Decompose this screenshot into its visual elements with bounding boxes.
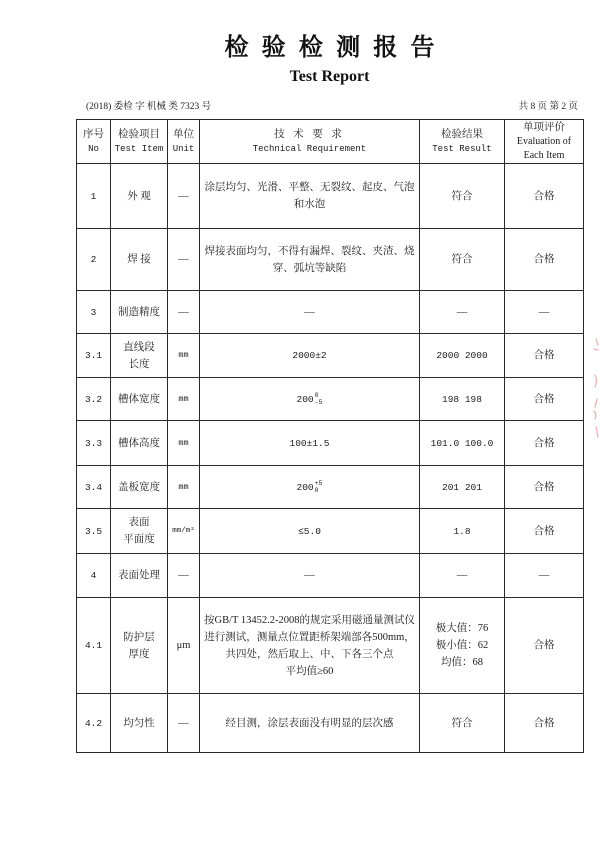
row-number: 4.1 — [77, 598, 111, 694]
nominal-value: 200 — [296, 481, 314, 493]
upper-deviation: 0 — [314, 392, 319, 399]
technical-requirement: 按GB/T 13452.2-2008的规定采用磁通量测试仪进行测试，测量点位置距桥架端部各500mm，共四处，然后取上、中、下各三个点 平均值≥60 — [200, 598, 420, 694]
table-row — [77, 509, 584, 554]
test-item: 槽体高度 — [111, 421, 168, 466]
technical-requirement: — — [200, 291, 420, 334]
unit: mm — [168, 466, 200, 509]
lower-deviation: -5 — [314, 399, 323, 406]
technical-requirement: 经目测，涂层表面没有明显的层次感 — [200, 694, 420, 753]
technical-requirement — [200, 378, 420, 421]
header-result-cn: 检验结果 — [441, 128, 483, 140]
table-row — [77, 466, 584, 509]
evaluation: 合格 — [505, 694, 584, 753]
evaluation: 合格 — [505, 334, 584, 378]
test-item: 焊 接 — [111, 229, 168, 291]
unit: — — [168, 291, 200, 334]
row-number: 3 — [77, 291, 111, 334]
header-unit-cn: 单位 — [173, 128, 194, 140]
test-result: 1.8 — [420, 509, 505, 554]
test-result: 符合 — [420, 229, 505, 291]
evaluation: — — [505, 554, 584, 598]
table-row — [77, 291, 584, 334]
unit: — — [168, 694, 200, 753]
table-row — [77, 229, 584, 291]
header-result-en: Test Result — [432, 143, 492, 154]
report-reference-number: (2018) 委检 字 机械 类 7323 号 — [86, 102, 212, 112]
table-header-row — [77, 120, 584, 164]
test-result: 101.0 100.0 — [420, 421, 505, 466]
test-result: 201 201 — [420, 466, 505, 509]
test-result: — — [420, 291, 505, 334]
test-item: 槽体宽度 — [111, 378, 168, 421]
tolerance-limits — [315, 480, 323, 494]
lower-deviation: 0 — [314, 487, 319, 494]
test-item: 外 观 — [111, 164, 168, 229]
tolerance-value — [297, 391, 323, 408]
seal-edge-mark — [586, 335, 600, 445]
table-row — [77, 334, 584, 378]
test-result: 符合 — [420, 164, 505, 229]
unit: — — [168, 229, 200, 291]
technical-requirement — [200, 466, 420, 509]
nominal-value: 200 — [296, 393, 314, 405]
row-number: 1 — [77, 164, 111, 229]
evaluation: 合格 — [505, 229, 584, 291]
test-item: 防护层 厚度 — [111, 598, 168, 694]
header-item-cn: 检验项目 — [118, 128, 160, 140]
row-number: 3.2 — [77, 378, 111, 421]
technical-requirement: ≤5.0 — [200, 509, 420, 554]
row-number: 3.3 — [77, 421, 111, 466]
evaluation: 合格 — [505, 421, 584, 466]
test-item: 盖板宽度 — [111, 466, 168, 509]
test-item: 均匀性 — [111, 694, 168, 753]
header-item — [111, 120, 168, 164]
report-title: 检验检测报告 — [224, 32, 448, 61]
unit: mm — [168, 378, 200, 421]
evaluation: — — [505, 291, 584, 334]
row-number: 4.2 — [77, 694, 111, 753]
technical-requirement: 2000±2 — [200, 334, 420, 378]
row-number: 3.1 — [77, 334, 111, 378]
test-results-table — [76, 119, 584, 753]
header-no — [77, 120, 111, 164]
page-indicator: 共 8 页 第 2 页 — [518, 102, 578, 112]
header-evaluation-en: Evaluation of Each Item — [516, 136, 572, 161]
table-row — [77, 598, 584, 694]
row-number: 4 — [77, 554, 111, 598]
header-unit-en: Unit — [172, 143, 195, 154]
test-result: 198 198 — [420, 378, 505, 421]
report-subtitle: Test Report — [289, 68, 370, 85]
header-requirement — [200, 120, 420, 164]
upper-deviation: +5 — [314, 480, 323, 487]
table-row — [77, 164, 584, 229]
test-result: — — [420, 554, 505, 598]
row-number: 2 — [77, 229, 111, 291]
row-number: 3.4 — [77, 466, 111, 509]
technical-requirement: 焊接表面均匀，不得有漏焊、裂纹、夹渣、烧穿、弧坑等缺陷 — [200, 229, 420, 291]
test-item: 表面处理 — [111, 554, 168, 598]
test-item: 制造精度 — [111, 291, 168, 334]
unit: mm — [168, 334, 200, 378]
header-requirement-en: Technical Requirement — [252, 143, 367, 154]
test-result: 2000 2000 — [420, 334, 505, 378]
header-evaluation-cn: 单项评价 — [523, 122, 565, 133]
technical-requirement: 涂层均匀、光滑、平整、无裂纹、起皮、气泡和水泡 — [200, 164, 420, 229]
tolerance-limits — [315, 392, 323, 406]
table-row — [77, 554, 584, 598]
unit: mm/m² — [168, 509, 200, 554]
header-requirement-cn: 技 术 要 求 — [274, 128, 345, 140]
test-item: 表面 平面度 — [111, 509, 168, 554]
header-evaluation — [505, 120, 584, 164]
unit: μm — [168, 598, 200, 694]
unit: mm — [168, 421, 200, 466]
evaluation: 合格 — [505, 466, 584, 509]
tolerance-value — [297, 479, 323, 496]
technical-requirement: 100±1.5 — [200, 421, 420, 466]
unit: — — [168, 164, 200, 229]
evaluation: 合格 — [505, 598, 584, 694]
evaluation: 合格 — [505, 378, 584, 421]
header-no-en: No — [88, 143, 99, 154]
evaluation: 合格 — [505, 509, 584, 554]
table-row — [77, 421, 584, 466]
header-no-cn: 序号 — [83, 128, 104, 140]
test-result: 符合 — [420, 694, 505, 753]
table-row — [77, 694, 584, 753]
unit: — — [168, 554, 200, 598]
header-result — [420, 120, 505, 164]
test-result: 极大值：76 极小值：62 均值：68 — [420, 598, 505, 694]
technical-requirement: — — [200, 554, 420, 598]
test-item: 直线段 长度 — [111, 334, 168, 378]
evaluation: 合格 — [505, 164, 584, 229]
header-unit — [168, 120, 200, 164]
row-number: 3.5 — [77, 509, 111, 554]
header-item-en: Test Item — [114, 143, 164, 154]
table-row — [77, 378, 584, 421]
